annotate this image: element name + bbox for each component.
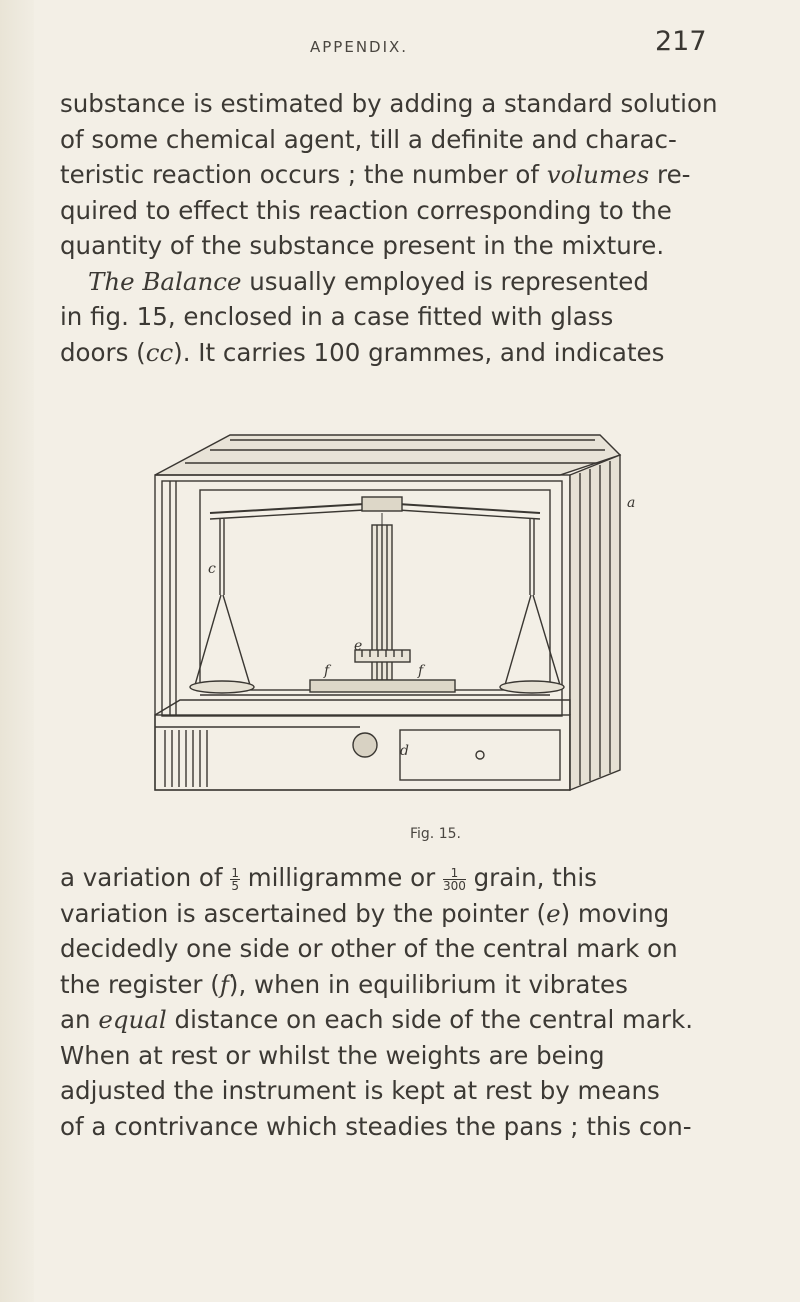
balance-figure	[100, 395, 660, 815]
text-line: teristic reaction occurs ; the number of volumes re-	[60, 160, 691, 189]
label-a: a	[627, 495, 636, 511]
text-line: of some chemical agent, till a definite and charac-	[60, 124, 677, 154]
text-line: variation is ascertained by the pointer (e) moving	[60, 898, 670, 928]
text-line: an equal distance on each side of the central mark.	[60, 1005, 693, 1034]
running-title: APPENDIX.	[310, 38, 409, 56]
paragraph-2	[60, 860, 760, 1144]
page-edge	[0, 0, 34, 1302]
italic-word: cc	[145, 337, 174, 367]
label-f-right: f	[418, 663, 424, 679]
text-line: adjusted the instrument is kept at rest by means	[60, 1076, 660, 1105]
italic-word: volumes	[546, 160, 650, 189]
fraction: $\frac{1}{300}$	[442, 865, 466, 893]
italic-word: equal	[98, 1005, 167, 1034]
paragraph-1	[60, 86, 760, 370]
label-f-left: f	[324, 663, 330, 679]
text-line: quantity of the substance present in the mixture.	[60, 231, 665, 260]
text-line: doors (cc). It carries 100 grammes, and indicates	[60, 337, 665, 367]
text-line: in fig. 15, enclosed in a case fitted with glass	[60, 302, 614, 331]
fraction: $\frac{1}{5}$	[231, 865, 239, 893]
label-e: e	[354, 638, 363, 654]
balance-illustration	[100, 395, 660, 815]
text-line: When at rest or whilst the weights are being	[60, 1040, 605, 1070]
page-number: 217	[655, 26, 707, 57]
italic-letter: e	[546, 898, 561, 928]
text-line: of a contrivance which steadies the pans ; this con-	[60, 1111, 692, 1141]
text-line: substance is estimated by adding a standard solution	[60, 89, 718, 118]
label-c: c	[208, 561, 216, 577]
label-d: d	[400, 743, 409, 759]
text-line: quired to effect this reaction corresponding to the	[60, 195, 672, 225]
figure-caption: Fig. 15.	[410, 826, 461, 842]
italic-heading: The Balance	[88, 266, 242, 296]
text-line: a variation of $\frac{1}{5}$ milligramme or $\frac{1}{300}$ grain, this	[60, 863, 597, 893]
text-line: decidedly one side or other of the central mark on	[60, 934, 678, 963]
italic-letter: f	[219, 969, 229, 999]
text-line: The Balance usually employed is represented	[88, 266, 649, 296]
text-line: the register (f), when in equilibrium it vibrates	[60, 969, 628, 999]
